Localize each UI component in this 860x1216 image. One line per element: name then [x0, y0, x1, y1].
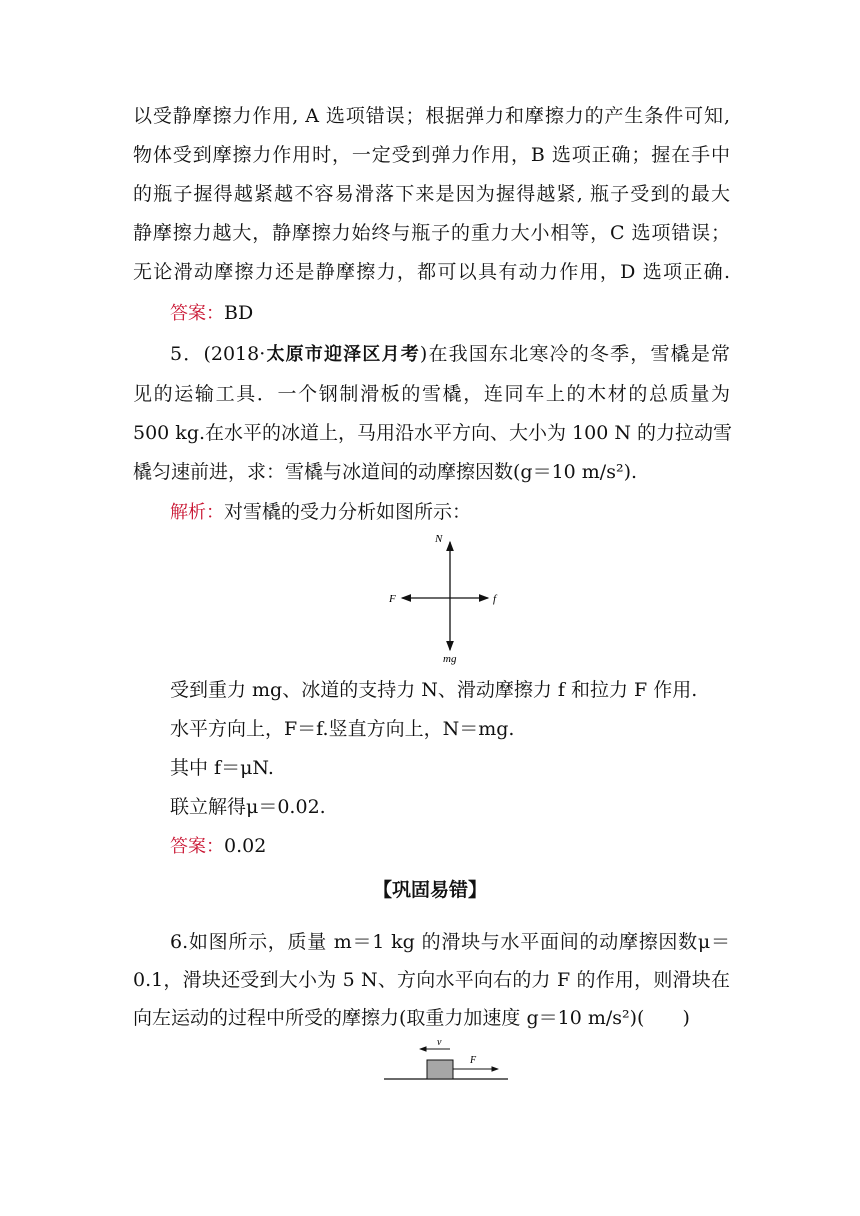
q5-solution-line: 受到重力 mg、冰道的支持力 N、滑动摩擦力 f 和拉力 F 作用.	[170, 679, 698, 701]
q5-solution-line: 其中 f＝μN.	[170, 757, 274, 779]
label-F: F	[470, 1055, 477, 1066]
label-f: f	[493, 593, 497, 605]
label-mg: mg	[443, 653, 457, 665]
answer-value: 0.02	[224, 835, 267, 857]
q6-line-2: 0.1，滑块还受到大小为 5 N、方向水平向右的力 F 的作用，则滑块在	[133, 969, 730, 991]
block-diagram	[380, 1035, 510, 1085]
section-title: 【巩固易错】	[372, 879, 487, 901]
label-F: F	[389, 593, 396, 605]
prev-solution-line: 静摩擦力越大，静摩擦力始终与瓶子的重力大小相等，C 选项错误；	[133, 222, 730, 244]
prev-solution-line: 物体受到摩擦力作用时，一定受到弹力作用，B 选项正确；握在手中	[133, 144, 730, 166]
analysis-intro: 对雪橇的受力分析如图所示：	[224, 501, 472, 523]
sliding-block	[427, 1060, 453, 1079]
label-v: v	[437, 1037, 442, 1048]
prev-solution-line: 的瓶子握得越紧越不容易滑落下来是因为握得越紧, 瓶子受到的最大	[133, 183, 730, 205]
answer-label: 答案：	[170, 303, 224, 324]
q5-line-4: 橇匀速前进，求：雪橇与冰道间的动摩擦因数(g＝10 m/s²).	[133, 461, 638, 483]
answer-value: BD	[224, 302, 254, 324]
q5-line-2: 见的运输工具．一个钢制滑板的雪橇，连同车上的木材的总质量为	[133, 383, 730, 405]
q5-line-3: 500 kg.在水平的冰道上，马用沿水平方向、大小为 100 N 的力拉动雪	[133, 422, 733, 444]
q5-solution-line: 水平方向上，F＝f.竖直方向上，N＝mg.	[170, 718, 515, 740]
label-N: N	[435, 533, 443, 545]
prev-solution-line: 无论滑动摩擦力还是静摩擦力，都可以具有动力作用，D 选项正确.	[133, 261, 730, 283]
analysis-line	[170, 498, 730, 527]
force-diagram	[385, 530, 515, 670]
q4-answer	[170, 299, 730, 328]
analysis-label: 解析：	[170, 502, 224, 523]
q5-solution-line: 联立解得μ＝0.02.	[170, 796, 326, 818]
q5-answer	[170, 832, 730, 861]
q5-text: )在我国东北寒冷的冬季，雪橇是常	[419, 343, 730, 365]
answer-label: 答案：	[170, 836, 224, 857]
q6-line-3: 向左运动的过程中所受的摩擦力(取重力加速度 g＝10 m/s²)( )	[133, 1007, 690, 1029]
q6-line-1: 6.如图所示，质量 m＝1 kg 的滑块与水平面间的动摩擦因数μ＝	[170, 931, 730, 953]
q5-number: 5．(2018·	[170, 343, 266, 365]
q5-source: 太原市迎泽区月考	[265, 344, 420, 365]
q5-line-1	[170, 340, 730, 369]
prev-solution-line: 以受静摩擦力作用, A 选项错误；根据弹力和摩擦力的产生条件可知,	[133, 105, 730, 127]
